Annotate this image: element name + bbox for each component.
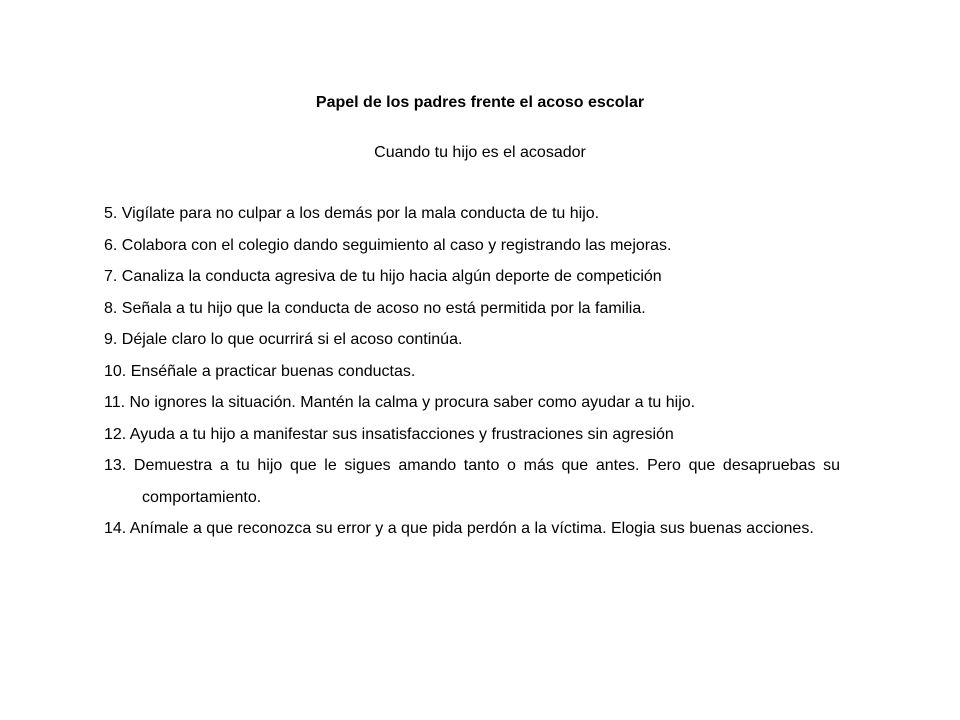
list-item: 12. Ayuda a tu hijo a manifestar sus insatisfacciones y frustraciones sin agresión bbox=[104, 425, 674, 443]
page-subtitle: Cuando tu hijo es el acosador bbox=[374, 144, 586, 161]
advice-list bbox=[104, 203, 840, 550]
list-item: 9. Déjale claro lo que ocurrirá si el acoso continúa. bbox=[104, 331, 463, 348]
list-item: 11. No ignores la situación. Mantén la calma y procura saber como ayudar a tu hijo. bbox=[104, 394, 696, 411]
list-item: 6. Colabora con el colegio dando seguimiento al caso y registrando las mejoras. bbox=[104, 236, 672, 254]
list-item: 10. Enséñale a practicar buenas conductas. bbox=[104, 362, 416, 380]
list-item: 5. Vigílate para no culpar a los demás por la mala conducta de tu hijo. bbox=[104, 205, 600, 222]
list-item: 8. Señala a tu hijo que la conducta de acoso no está permitida por la familia. bbox=[104, 299, 646, 317]
list-item: 13. Demuestra a tu hijo que le sigues amando tanto o más que antes. Pero que desapruebas su comportamiento. bbox=[104, 457, 840, 506]
list-item: 14. Anímale a que reconozca su error y a que pida perdón a la víctima. Elogia sus buenas acciones. bbox=[104, 520, 814, 537]
page-title: Papel de los padres frente el acoso escolar bbox=[315, 94, 645, 111]
list-item: 7. Canaliza la conducta agresiva de tu hijo hacia algún deporte de competición bbox=[104, 268, 662, 285]
